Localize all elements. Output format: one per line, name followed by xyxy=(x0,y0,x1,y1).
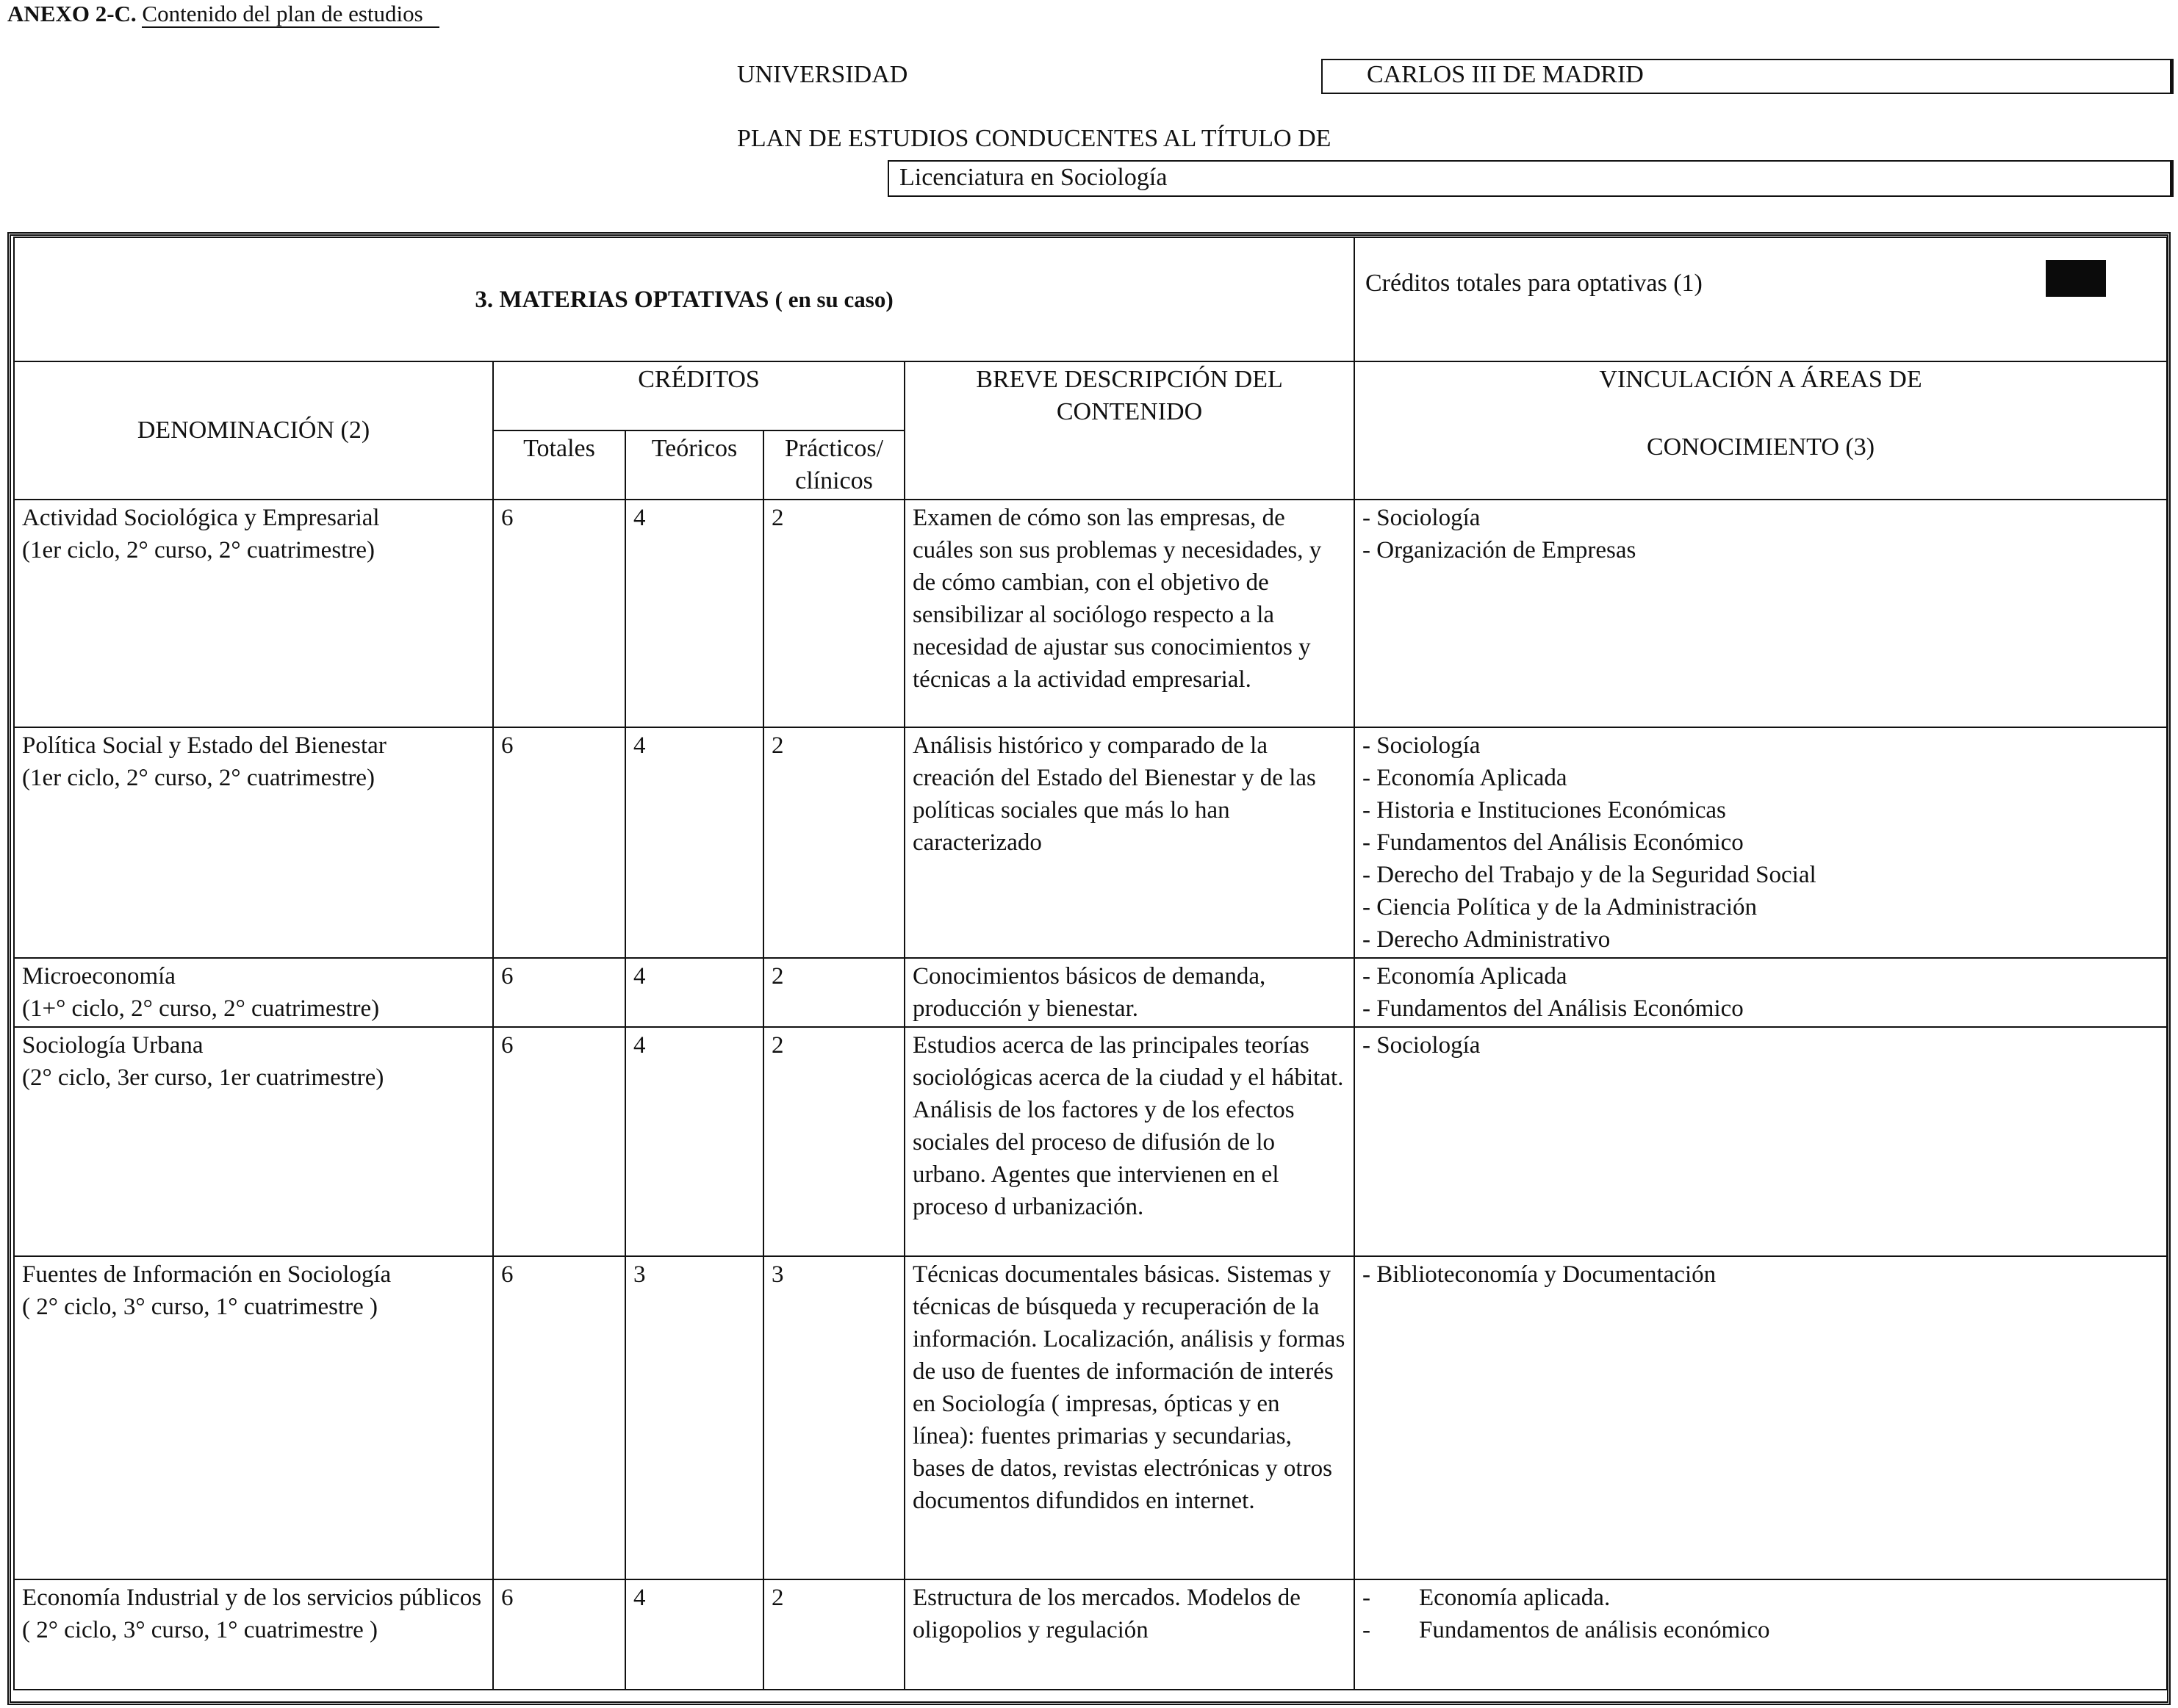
subject-detail: (1er ciclo, 2° curso, 2° cuatrimestre) xyxy=(22,537,375,563)
description-cell: Conocimientos básicos de demanda, producción y bienestar. xyxy=(905,958,1354,1027)
subject-name: Actividad Sociológica y Empresarial xyxy=(22,505,380,531)
header-practicos-line1: Prácticos/ xyxy=(784,435,884,462)
header-practicos-line2: clínicos xyxy=(795,467,873,494)
header-vinculacion xyxy=(1354,361,2167,500)
areas-cell xyxy=(1354,500,2167,727)
university-name: CARLOS III DE MADRID xyxy=(1367,61,1644,88)
table-row xyxy=(14,1256,2167,1579)
degree-name: Licenciatura en Sociología xyxy=(899,164,1168,191)
header-denominacion-text: DENOMINACIÓN (2) xyxy=(137,417,370,444)
redacted-box xyxy=(2046,260,2106,297)
subject-cell xyxy=(14,1256,493,1579)
area-item: - Sociología xyxy=(1362,732,1481,759)
header-creditos xyxy=(493,361,905,430)
section-title: 3. MATERIAS OPTATIVAS xyxy=(475,286,769,313)
subject-detail: (2° ciclo, 3er curso, 1er cuatrimestre) xyxy=(22,1064,384,1091)
credits-teoricos: 4 xyxy=(625,1579,763,1690)
description-cell: Estudios acerca de las principales teorías sociológicas acerca de la ciudad y el hábitat. Análisis de los factores y de los efectos sociales del proceso de difusión de lo urbano. Agentes que intervienen en el proceso d urbanización. xyxy=(905,1027,1354,1256)
credits-teoricos: 4 xyxy=(625,958,763,1027)
section-title-cell xyxy=(14,237,1354,361)
credits-teoricos: 4 xyxy=(625,727,763,958)
header-practicos xyxy=(763,430,905,500)
credits-practicos: 2 xyxy=(763,1027,905,1256)
total-credits-label: Créditos totales para optativas (1) xyxy=(1365,270,1703,297)
area-item: - Economía Aplicada xyxy=(1362,765,1567,791)
section-title-suffix: ( en su caso) xyxy=(774,286,894,312)
area-item: - Ciencia Política y de la Administración xyxy=(1362,894,1758,920)
credits-teoricos: 4 xyxy=(625,1027,763,1256)
credits-totales: 6 xyxy=(493,958,625,1027)
header-descripcion xyxy=(905,361,1354,500)
areas-cell xyxy=(1354,958,2167,1027)
header-vinculacion-line1: VINCULACIÓN A ÁREAS DE xyxy=(1599,366,1922,393)
credits-teoricos: 3 xyxy=(625,1256,763,1579)
area-item: - Fundamentos del Análisis Económico xyxy=(1362,995,1744,1022)
subject-detail: ( 2° ciclo, 3° curso, 1° cuatrimestre ) xyxy=(22,1294,378,1320)
areas-cell xyxy=(1354,1579,2167,1690)
areas-cell xyxy=(1354,1256,2167,1579)
credits-totales: 6 xyxy=(493,1579,625,1690)
area-item: - Sociología xyxy=(1362,1032,1481,1059)
subject-name: Microeconomía xyxy=(22,963,176,990)
header-descripcion-text: BREVE DESCRIPCIÓN DEL CONTENIDO xyxy=(976,366,1283,425)
subject-cell xyxy=(14,1579,493,1690)
credits-practicos: 2 xyxy=(763,1579,905,1690)
subject-name: Sociología Urbana xyxy=(22,1032,204,1059)
table-row xyxy=(14,958,2167,1027)
table-row xyxy=(14,1027,2167,1256)
header-totales-text: Totales xyxy=(523,435,595,462)
subject-detail: (1er ciclo, 2° curso, 2° cuatrimestre) xyxy=(22,765,375,791)
areas-cell xyxy=(1354,1027,2167,1256)
credits-totales: 6 xyxy=(493,500,625,727)
area-item: - Economía Aplicada xyxy=(1362,963,1567,990)
header-denominacion xyxy=(14,361,493,500)
university-name-box xyxy=(1321,59,2174,94)
credits-practicos: 3 xyxy=(763,1256,905,1579)
annex-header xyxy=(7,0,439,28)
column-header-row-1 xyxy=(14,361,2167,430)
credits-totales: 6 xyxy=(493,1256,625,1579)
subject-name: Economía Industrial y de los servicios públicos xyxy=(22,1585,482,1611)
plan-label: PLAN DE ESTUDIOS CONDUCENTES AL TÍTULO DE xyxy=(737,125,1331,152)
credits-teoricos: 4 xyxy=(625,500,763,727)
table-row xyxy=(14,500,2167,727)
area-item: - Historia e Instituciones Económicas xyxy=(1362,797,1726,824)
area-item: - Biblioteconomía y Documentación xyxy=(1362,1261,1717,1288)
areas-cell xyxy=(1354,727,2167,958)
degree-box xyxy=(888,160,2174,197)
area-item: - Fundamentos del Análisis Económico xyxy=(1362,829,1744,856)
optional-subjects-table xyxy=(13,237,2168,1690)
area-item: - Sociología xyxy=(1362,505,1481,531)
area-item: - Fundamentos de análisis económico xyxy=(1362,1617,1770,1643)
subject-name: Política Social y Estado del Bienestar xyxy=(22,732,387,759)
area-item: - Derecho del Trabajo y de la Seguridad Social xyxy=(1362,862,1816,888)
table-row xyxy=(14,727,2167,958)
area-item: - Economía aplicada. xyxy=(1362,1585,1611,1611)
university-label: UNIVERSIDAD xyxy=(737,61,908,88)
description-cell: Examen de cómo son las empresas, de cuáles son sus problemas y necesidades, y de cómo cambian, con el objetivo de sensibilizar al sociólogo respecto a la necesidad de ajustar sus conocimientos y técnicas a la actividad empresarial. xyxy=(905,500,1354,727)
table-row xyxy=(14,1579,2167,1690)
section-header-row xyxy=(14,237,2167,361)
subject-detail: (1+° ciclo, 2° curso, 2° cuatrimestre) xyxy=(22,995,380,1022)
subject-cell xyxy=(14,727,493,958)
annex-label: ANEXO 2-C. xyxy=(7,1,137,26)
header-teoricos-text: Teóricos xyxy=(651,435,738,462)
header-vinculacion-line2: CONOCIMIENTO (3) xyxy=(1646,433,1875,461)
description-cell: Análisis histórico y comparado de la creación del Estado del Bienestar y de las políticas sociales que más lo han caracterizado xyxy=(905,727,1354,958)
header-creditos-text: CRÉDITOS xyxy=(638,366,760,393)
subject-cell xyxy=(14,958,493,1027)
credits-practicos: 2 xyxy=(763,727,905,958)
header-teoricos xyxy=(625,430,763,500)
subject-detail: ( 2° ciclo, 3° curso, 1° cuatrimestre ) xyxy=(22,1617,378,1643)
credits-totales: 6 xyxy=(493,1027,625,1256)
total-credits-cell xyxy=(1354,237,2167,361)
header-totales xyxy=(493,430,625,500)
credits-totales: 6 xyxy=(493,727,625,958)
credits-practicos: 2 xyxy=(763,500,905,727)
subject-cell xyxy=(14,1027,493,1256)
subject-name: Fuentes de Información en Sociología xyxy=(22,1261,392,1288)
annex-subtitle: Contenido del plan de estudios xyxy=(142,1,439,28)
description-cell: Estructura de los mercados. Modelos de oligopolios y regulación xyxy=(905,1579,1354,1690)
description-cell: Técnicas documentales básicas. Sistemas y técnicas de búsqueda y recuperación de la información. Localización, análisis y formas de uso de fuentes de información de interés en Sociología ( impresas, ópticas y en línea): fuentes primarias y secundarias, bases de datos, revistas electrónicas y otros documentos difundidos en internet. xyxy=(905,1256,1354,1579)
credits-practicos: 2 xyxy=(763,958,905,1027)
area-item: - Derecho Administrativo xyxy=(1362,926,1611,953)
area-item: - Organización de Empresas xyxy=(1362,537,1636,563)
subject-cell xyxy=(14,500,493,727)
